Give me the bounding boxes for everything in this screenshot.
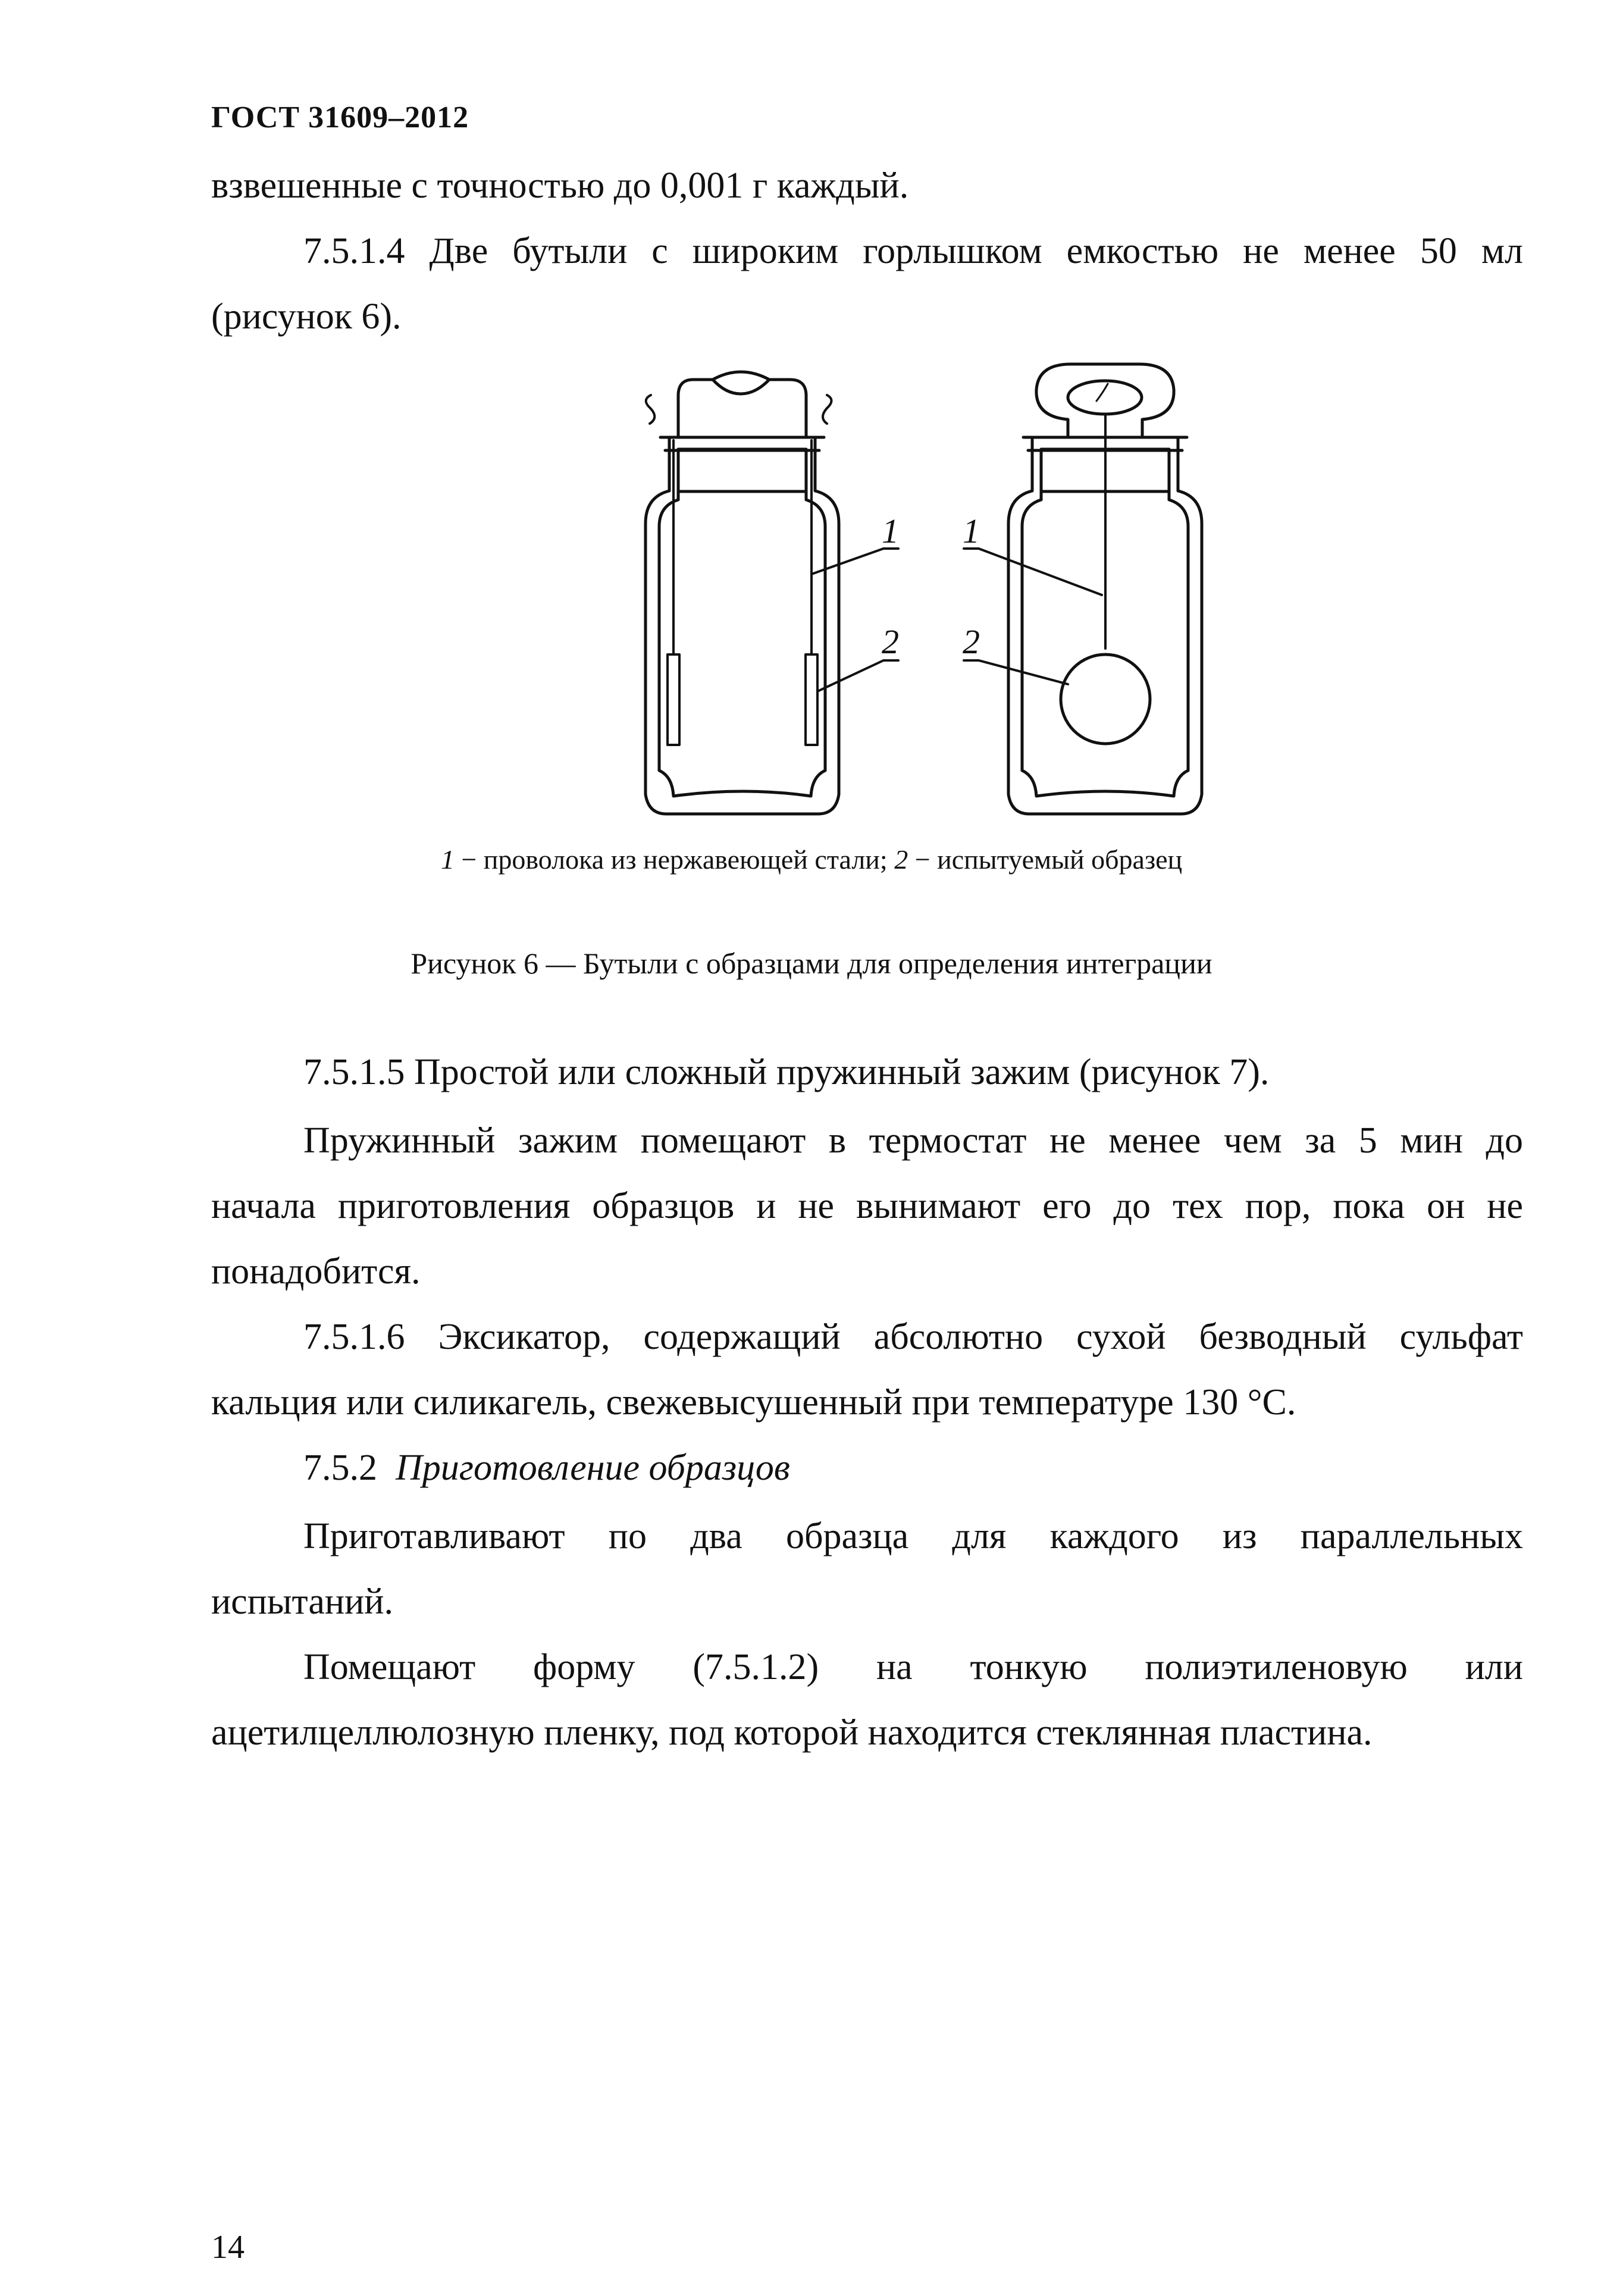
body-line: (рисунок 6). [211, 296, 402, 337]
figure-label-1-right: 1 [963, 512, 980, 550]
figure-label-2-left: 2 [882, 622, 899, 661]
section-heading-7-5-2 [303, 1446, 1523, 1490]
left-bottle [646, 372, 898, 814]
section-title: Приготовление образцов [396, 1448, 790, 1488]
legend-text-1: − проволока из нержавеющей стали; [454, 844, 895, 875]
body-line: Помещают форму (7.5.1.2) на тонкую полиэтиленовую или [303, 1647, 1523, 1687]
body-line: кальция или силикагель, свежевысушенный при температуре 130 °С. [211, 1382, 1296, 1423]
body-line: начала приготовления образцов и не вынимают его до тех пор, пока он не [211, 1186, 1523, 1226]
figure-caption: Рисунок 6 — Бутыли с образцами для определения интеграции [411, 947, 1212, 980]
legend-number-2: 2 [894, 844, 908, 875]
right-bottle [964, 364, 1202, 814]
legend-text-2: − испытуемый образец [908, 844, 1183, 875]
body-line: испытаний. [211, 1581, 393, 1622]
figure-6-bottles [625, 357, 1220, 821]
section-number: 7.5.2 [303, 1448, 377, 1488]
figure-legend [0, 844, 1623, 875]
body-line: Приготавливают по два образца для каждого из параллельных [303, 1516, 1523, 1556]
paragraph-7-5-1-4: 7.5.1.4 Две бутыли с широким горлышком емкостью не менее 50 мл [303, 231, 1523, 271]
body-line: ацетилцеллюлозную пленку, под которой находится стеклянная пластина. [211, 1712, 1373, 1753]
paragraph-7-5-1-6: 7.5.1.6 Эксикатор, содержащий абсолютно сухой безводный сульфат [303, 1317, 1523, 1357]
figure-label-1-left: 1 [882, 512, 899, 550]
paragraph-7-5-1-5: 7.5.1.5 Простой или сложный пружинный зажим (рисунок 7). [303, 1052, 1270, 1092]
body-line: понадобится. [211, 1251, 421, 1292]
legend-number-1: 1 [440, 844, 455, 875]
body-line: Пружинный зажим помещают в термостат не менее чем за 5 мин до [303, 1120, 1523, 1161]
body-line: взвешенные с точностью до 0,001 г каждый. [211, 165, 909, 206]
document-header: ГОСТ 31609–2012 [211, 101, 469, 134]
figure-label-2-right: 2 [963, 622, 980, 661]
page-number: 14 [211, 2229, 245, 2266]
